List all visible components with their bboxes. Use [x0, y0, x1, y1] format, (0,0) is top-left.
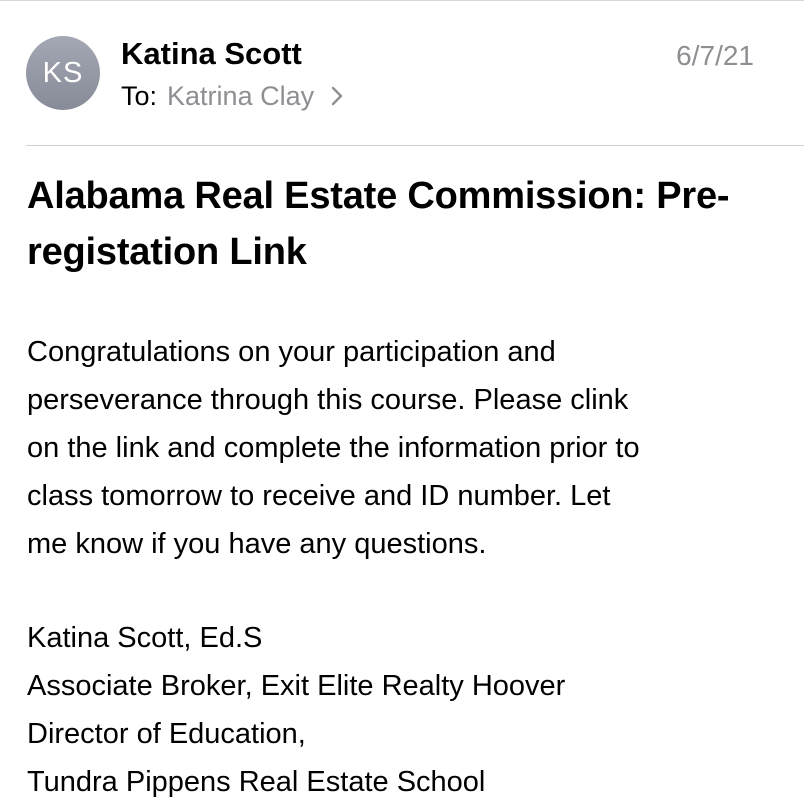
recipient-name[interactable]: Katrina Clay	[167, 81, 315, 111]
chevron-right-icon[interactable]	[330, 85, 344, 107]
to-label: To:	[121, 81, 158, 111]
signature-line: Tundra Pippens Real Estate School	[27, 766, 486, 798]
header-divider	[26, 145, 804, 146]
email-body: Congratulations on your participation and perseverance through this course. Please clink on the link and complete the information prior to class tomorrow to receive and ID number. Let me know if you have any questions.	[27, 336, 640, 560]
recipient-row[interactable]	[121, 78, 344, 114]
signature-line: Katina Scott, Ed.S	[27, 622, 263, 654]
email-date: 6/7/21	[676, 40, 754, 71]
email-subject: Alabama Real Estate Commission: Pre-registation Link	[27, 175, 730, 273]
signature-line: Associate Broker, Exit Elite Realty Hoover	[27, 670, 566, 702]
sender-name[interactable]: Katina Scott	[121, 36, 302, 71]
sender-avatar[interactable]: KS	[26, 36, 100, 110]
email-signature	[27, 614, 797, 806]
signature-line: Director of Education,	[27, 718, 306, 750]
email-header	[0, 0, 804, 146]
